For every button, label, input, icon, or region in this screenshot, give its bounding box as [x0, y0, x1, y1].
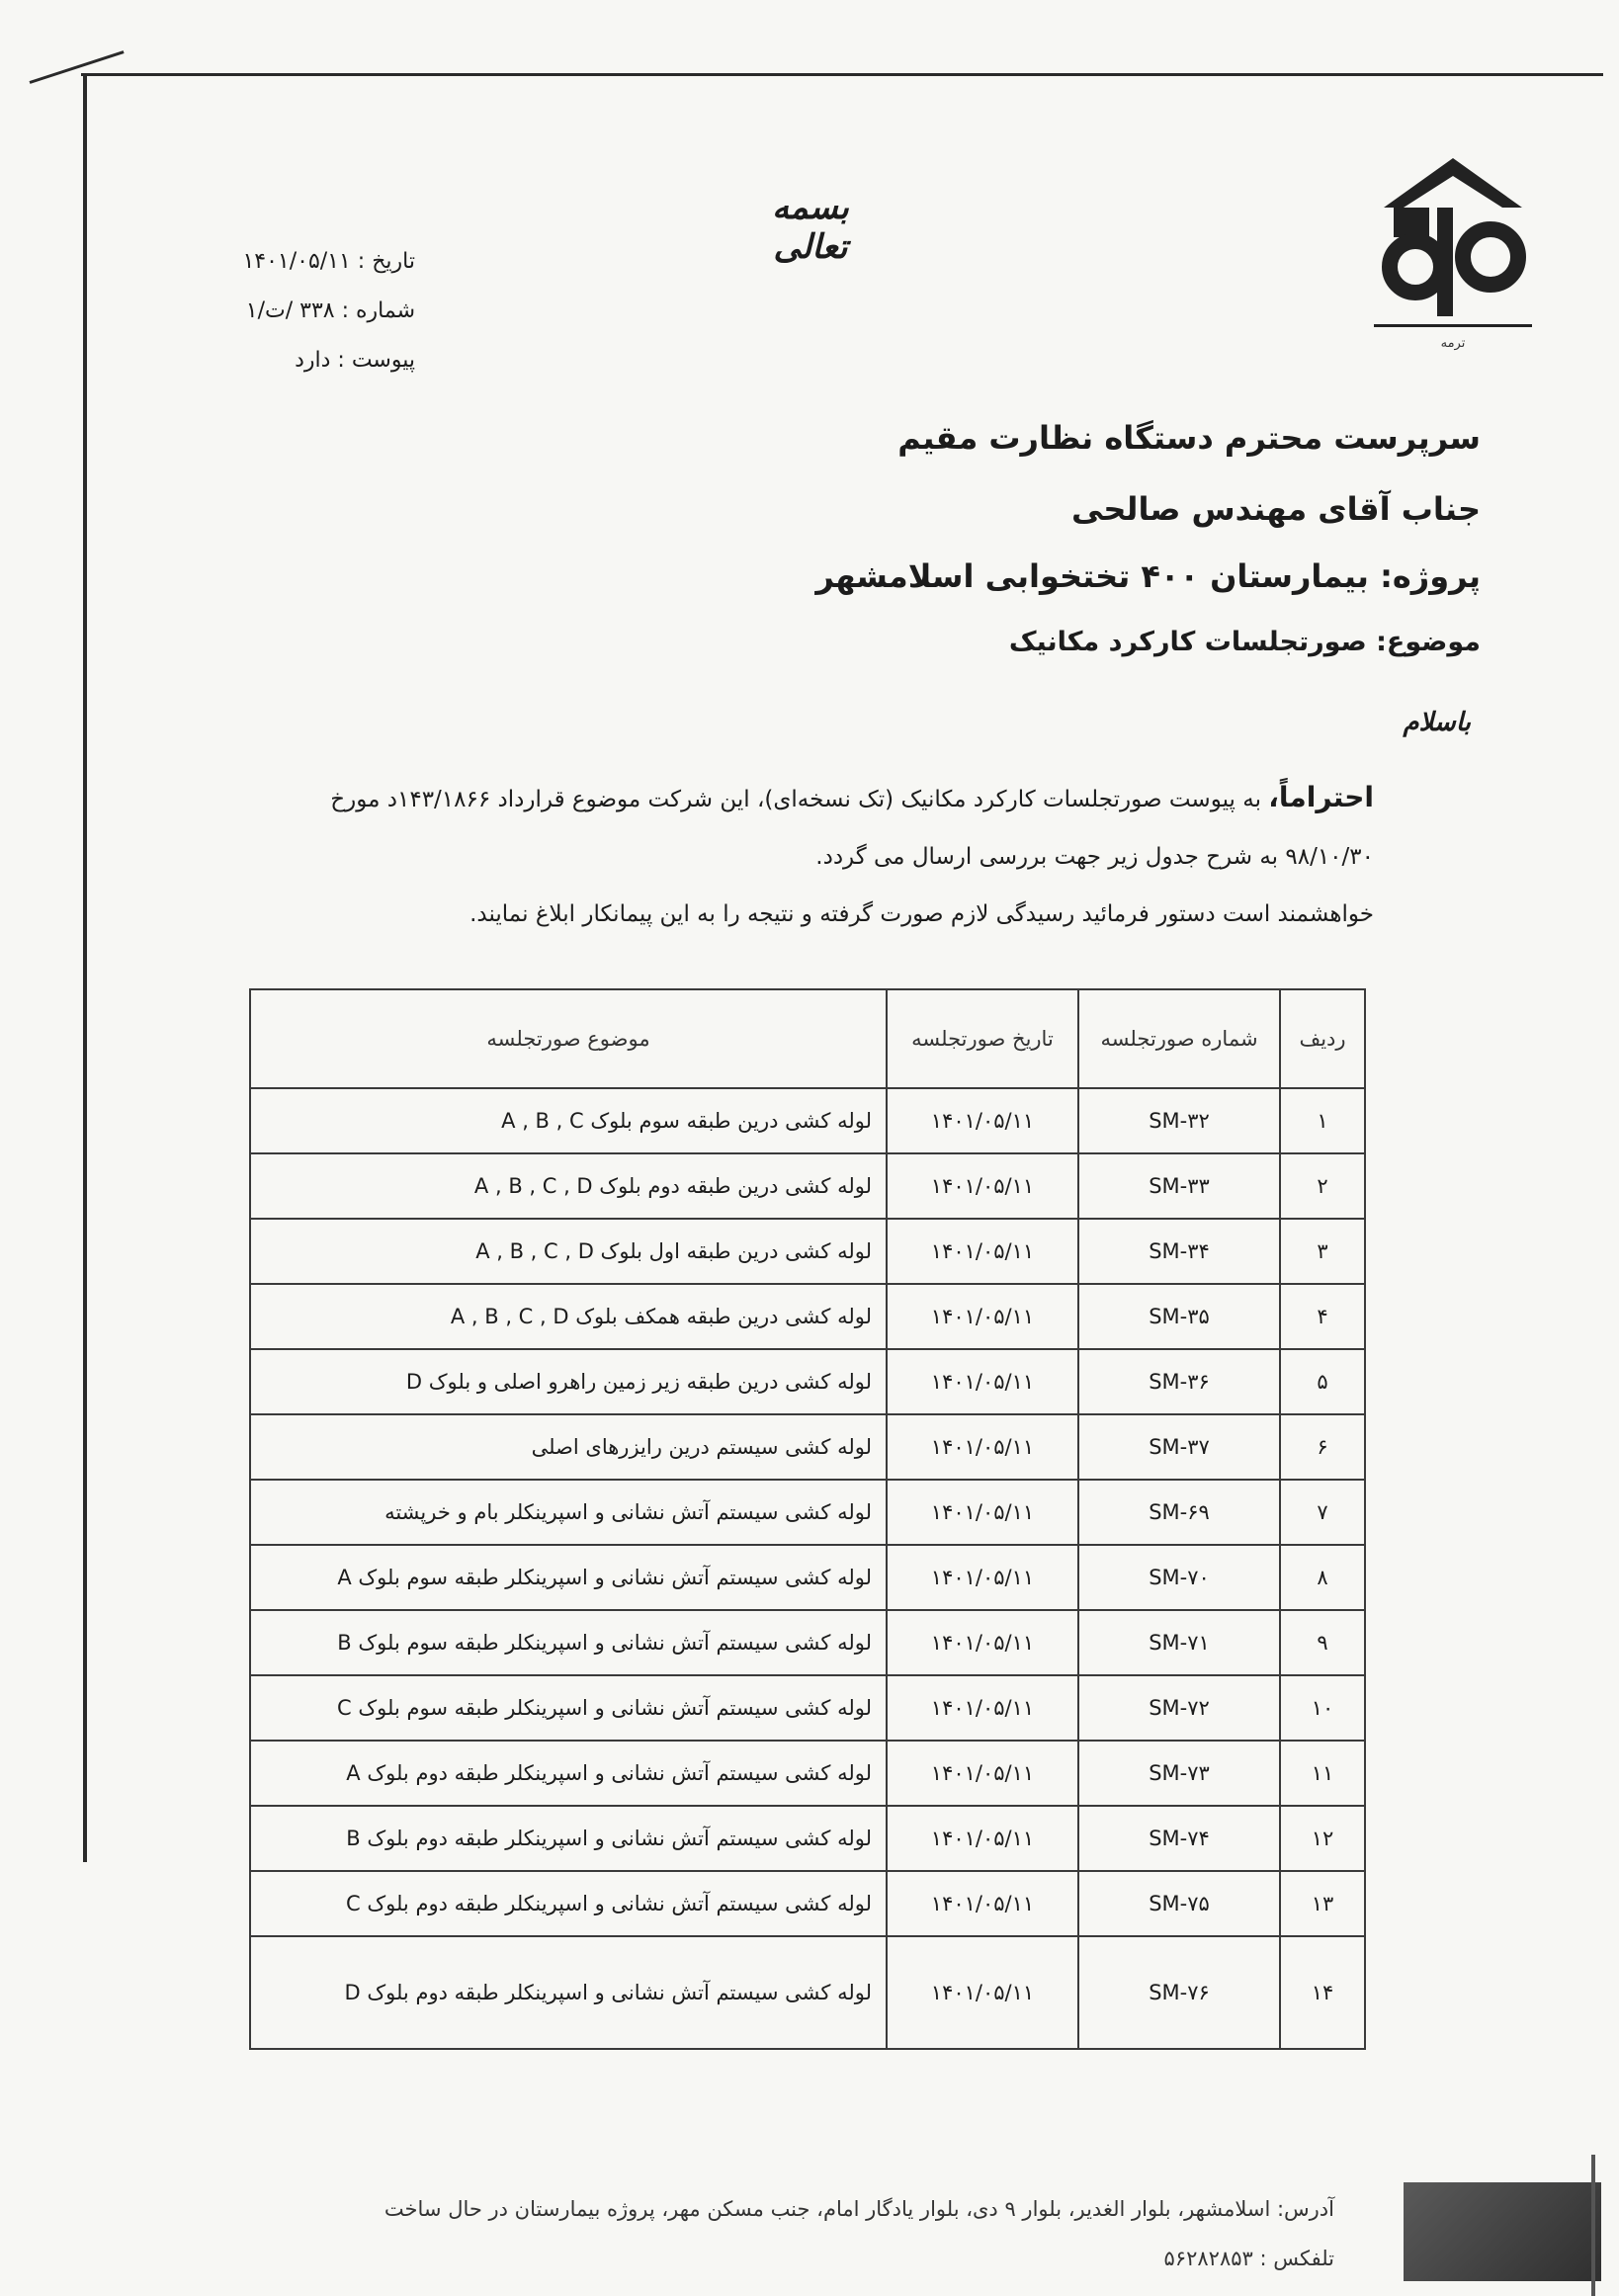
- subject-line: موضوع: صورتجلسات کارکرد مکانیک: [1008, 627, 1481, 657]
- cell-number: SM-۶۹: [1078, 1480, 1280, 1545]
- cell-date: ۱۴۰۱/۰۵/۱۱: [887, 1610, 1078, 1675]
- cell-date: ۱۴۰۱/۰۵/۱۱: [887, 1219, 1078, 1284]
- header-number: شماره صورتجلسه: [1078, 989, 1280, 1088]
- cell-subject: لوله کشی سیستم آتش نشانی و اسپرینکلر طبقه دوم بلوک A: [250, 1741, 887, 1806]
- cell-number: SM-۷۲: [1078, 1675, 1280, 1741]
- cell-date: ۱۴۰۱/۰۵/۱۱: [887, 1741, 1078, 1806]
- table-row: [250, 1871, 1365, 1936]
- body-line-1-text: به پیوست صورتجلسات کارکرد مکانیک (تک نسخه‌ای)، این شرکت موضوع قرارداد ۱۴۳/۱۸۶۶د مورخ: [330, 787, 1261, 812]
- cell-subject: لوله کشی درین طبقه زیر زمین راهرو اصلی و بلوک D: [250, 1349, 887, 1414]
- header-subject: موضوع صورتجلسه: [250, 989, 887, 1088]
- page-edge-line: [1591, 2155, 1595, 2296]
- recipient-name: جناب آقای مهندس صالحی: [1070, 490, 1481, 528]
- cell-index: ۱: [1280, 1088, 1365, 1153]
- cell-subject: لوله کشی درین طبقه اول بلوک A , B , C , D: [250, 1219, 887, 1284]
- cell-index: ۹: [1280, 1610, 1365, 1675]
- footer-stamp-block: [1404, 2182, 1601, 2281]
- cell-index: ۶: [1280, 1414, 1365, 1480]
- table-row: [250, 1088, 1365, 1153]
- project-line: پروژه: بیمارستان ۴۰۰ تختخوابی اسلامشهر: [815, 557, 1481, 595]
- table-header-row: [250, 989, 1365, 1088]
- cell-subject: لوله کشی سیستم آتش نشانی و اسپرینکلر طبقه دوم بلوک D: [250, 1936, 887, 2049]
- cell-index: ۵: [1280, 1349, 1365, 1414]
- table-row: [250, 1545, 1365, 1610]
- table-row: [250, 1219, 1365, 1284]
- table-row: [250, 1675, 1365, 1741]
- cell-index: ۱۴: [1280, 1936, 1365, 2049]
- body-line-3: خواهشمند است دستور فرمائید رسیدگی لازم صورت گرفته و نتیجه را به این پیمانکار ابلاغ نمایند.: [469, 901, 1374, 927]
- letter-footer: [356, 2184, 1334, 2283]
- letter-meta: [198, 237, 415, 385]
- minutes-table: [249, 988, 1366, 2050]
- body-line-1: [178, 769, 1374, 828]
- cell-subject: لوله کشی سیستم آتش نشانی و اسپرینکلر طبقه دوم بلوک C: [250, 1871, 887, 1936]
- cell-date: ۱۴۰۱/۰۵/۱۱: [887, 1088, 1078, 1153]
- letter-attachment: پیوست : دارد: [295, 348, 415, 373]
- cell-date: ۱۴۰۱/۰۵/۱۱: [887, 1936, 1078, 2049]
- cell-number: SM-۳۶: [1078, 1349, 1280, 1414]
- cell-number: SM-۷۴: [1078, 1806, 1280, 1871]
- minutes-table-wrap: [249, 988, 1366, 2050]
- cell-number: SM-۳۵: [1078, 1284, 1280, 1349]
- cell-date: ۱۴۰۱/۰۵/۱۱: [887, 1284, 1078, 1349]
- cell-date: ۱۴۰۱/۰۵/۱۱: [887, 1806, 1078, 1871]
- logo-caption: ترمه: [1440, 336, 1466, 351]
- recipient-title: سرپرست محترم دستگاه نظارت مقیم: [897, 419, 1481, 457]
- cell-index: ۱۱: [1280, 1741, 1365, 1806]
- table-row: [250, 1741, 1365, 1806]
- cell-number: SM-۷۱: [1078, 1610, 1280, 1675]
- cell-number: SM-۳۴: [1078, 1219, 1280, 1284]
- table-row: [250, 1414, 1365, 1480]
- table-row: [250, 1284, 1365, 1349]
- cell-date: ۱۴۰۱/۰۵/۱۱: [887, 1153, 1078, 1219]
- cell-subject: لوله کشی سیستم آتش نشانی و اسپرینکلر طبقه سوم بلوک C: [250, 1675, 887, 1741]
- cell-date: ۱۴۰۱/۰۵/۱۱: [887, 1545, 1078, 1610]
- letter-number: شماره : ۳۳۸ /ت/۱: [245, 298, 415, 323]
- cell-subject: لوله کشی سیستم آتش نشانی و اسپرینکلر طبقه دوم بلوک B: [250, 1806, 887, 1871]
- cell-date: ۱۴۰۱/۰۵/۱۱: [887, 1871, 1078, 1936]
- cell-subject: لوله کشی سیستم درین رایزرهای اصلی: [250, 1414, 887, 1480]
- greeting: باسلام: [1403, 708, 1471, 737]
- footer-phone: تلفکس : ۵۶۲۸۲۸۵۳: [1163, 2247, 1334, 2270]
- body-line-2: ۹۸/۱۰/۳۰ به شرح جدول زیر جهت بررسی ارسال می گردد.: [815, 844, 1374, 870]
- header-date: تاریخ صورتجلسه: [887, 989, 1078, 1088]
- cell-number: SM-۳۳: [1078, 1153, 1280, 1219]
- header-index: ردیف: [1280, 989, 1365, 1088]
- table-row: [250, 1153, 1365, 1219]
- cell-index: ۳: [1280, 1219, 1365, 1284]
- cell-number: SM-۳۷: [1078, 1414, 1280, 1480]
- cell-date: ۱۴۰۱/۰۵/۱۱: [887, 1480, 1078, 1545]
- corner-mark: [30, 50, 125, 84]
- cell-subject: لوله کشی درین طبقه دوم بلوک A , B , C , D: [250, 1153, 887, 1219]
- cell-number: SM-۷۳: [1078, 1741, 1280, 1806]
- cell-index: ۱۰: [1280, 1675, 1365, 1741]
- cell-subject: لوله کشی درین طبقه سوم بلوک A , B , C: [250, 1088, 887, 1153]
- footer-address: آدرس: اسلامشهر، بلوار الغدیر، بلوار ۹ دی، بلوار یادگار امام، جنب مسکن مهر، پروژه بیمارستان در حال ساخت: [383, 2197, 1334, 2221]
- table-row: [250, 1480, 1365, 1545]
- frame-top-line: [81, 73, 1603, 76]
- letter-body: [178, 769, 1374, 943]
- cell-index: ۲: [1280, 1153, 1365, 1219]
- cell-index: ۱۳: [1280, 1871, 1365, 1936]
- cell-index: ۸: [1280, 1545, 1365, 1610]
- company-logo: [1364, 148, 1542, 366]
- letter-date: تاریخ : ۱۴۰۱/۰۵/۱۱: [242, 249, 415, 274]
- cell-index: ۴: [1280, 1284, 1365, 1349]
- cell-subject: لوله کشی سیستم آتش نشانی و اسپرینکلر بام و خرپشته: [250, 1480, 887, 1545]
- cell-number: SM-۷۶: [1078, 1936, 1280, 2049]
- cell-subject: لوله کشی درین طبقه همکف بلوک A , B , C , D: [250, 1284, 887, 1349]
- cell-number: SM-۳۲: [1078, 1088, 1280, 1153]
- cell-date: ۱۴۰۱/۰۵/۱۱: [887, 1414, 1078, 1480]
- table-row: [250, 1349, 1365, 1414]
- frame-left-line: [83, 73, 87, 1862]
- cell-date: ۱۴۰۱/۰۵/۱۱: [887, 1349, 1078, 1414]
- bismillah: بسمه تعالی: [772, 188, 849, 267]
- body-salutation: احتراماً،: [1268, 781, 1374, 813]
- table-row: [250, 1610, 1365, 1675]
- cell-date: ۱۴۰۱/۰۵/۱۱: [887, 1675, 1078, 1741]
- cell-subject: لوله کشی سیستم آتش نشانی و اسپرینکلر طبقه سوم بلوک B: [250, 1610, 887, 1675]
- cell-number: SM-۷۰: [1078, 1545, 1280, 1610]
- cell-number: SM-۷۵: [1078, 1871, 1280, 1936]
- cell-index: ۷: [1280, 1480, 1365, 1545]
- logo-icon: [1364, 148, 1542, 336]
- cell-subject: لوله کشی سیستم آتش نشانی و اسپرینکلر طبقه سوم بلوک A: [250, 1545, 887, 1610]
- table-row: [250, 1806, 1365, 1871]
- cell-index: ۱۲: [1280, 1806, 1365, 1871]
- table-row: [250, 1936, 1365, 2049]
